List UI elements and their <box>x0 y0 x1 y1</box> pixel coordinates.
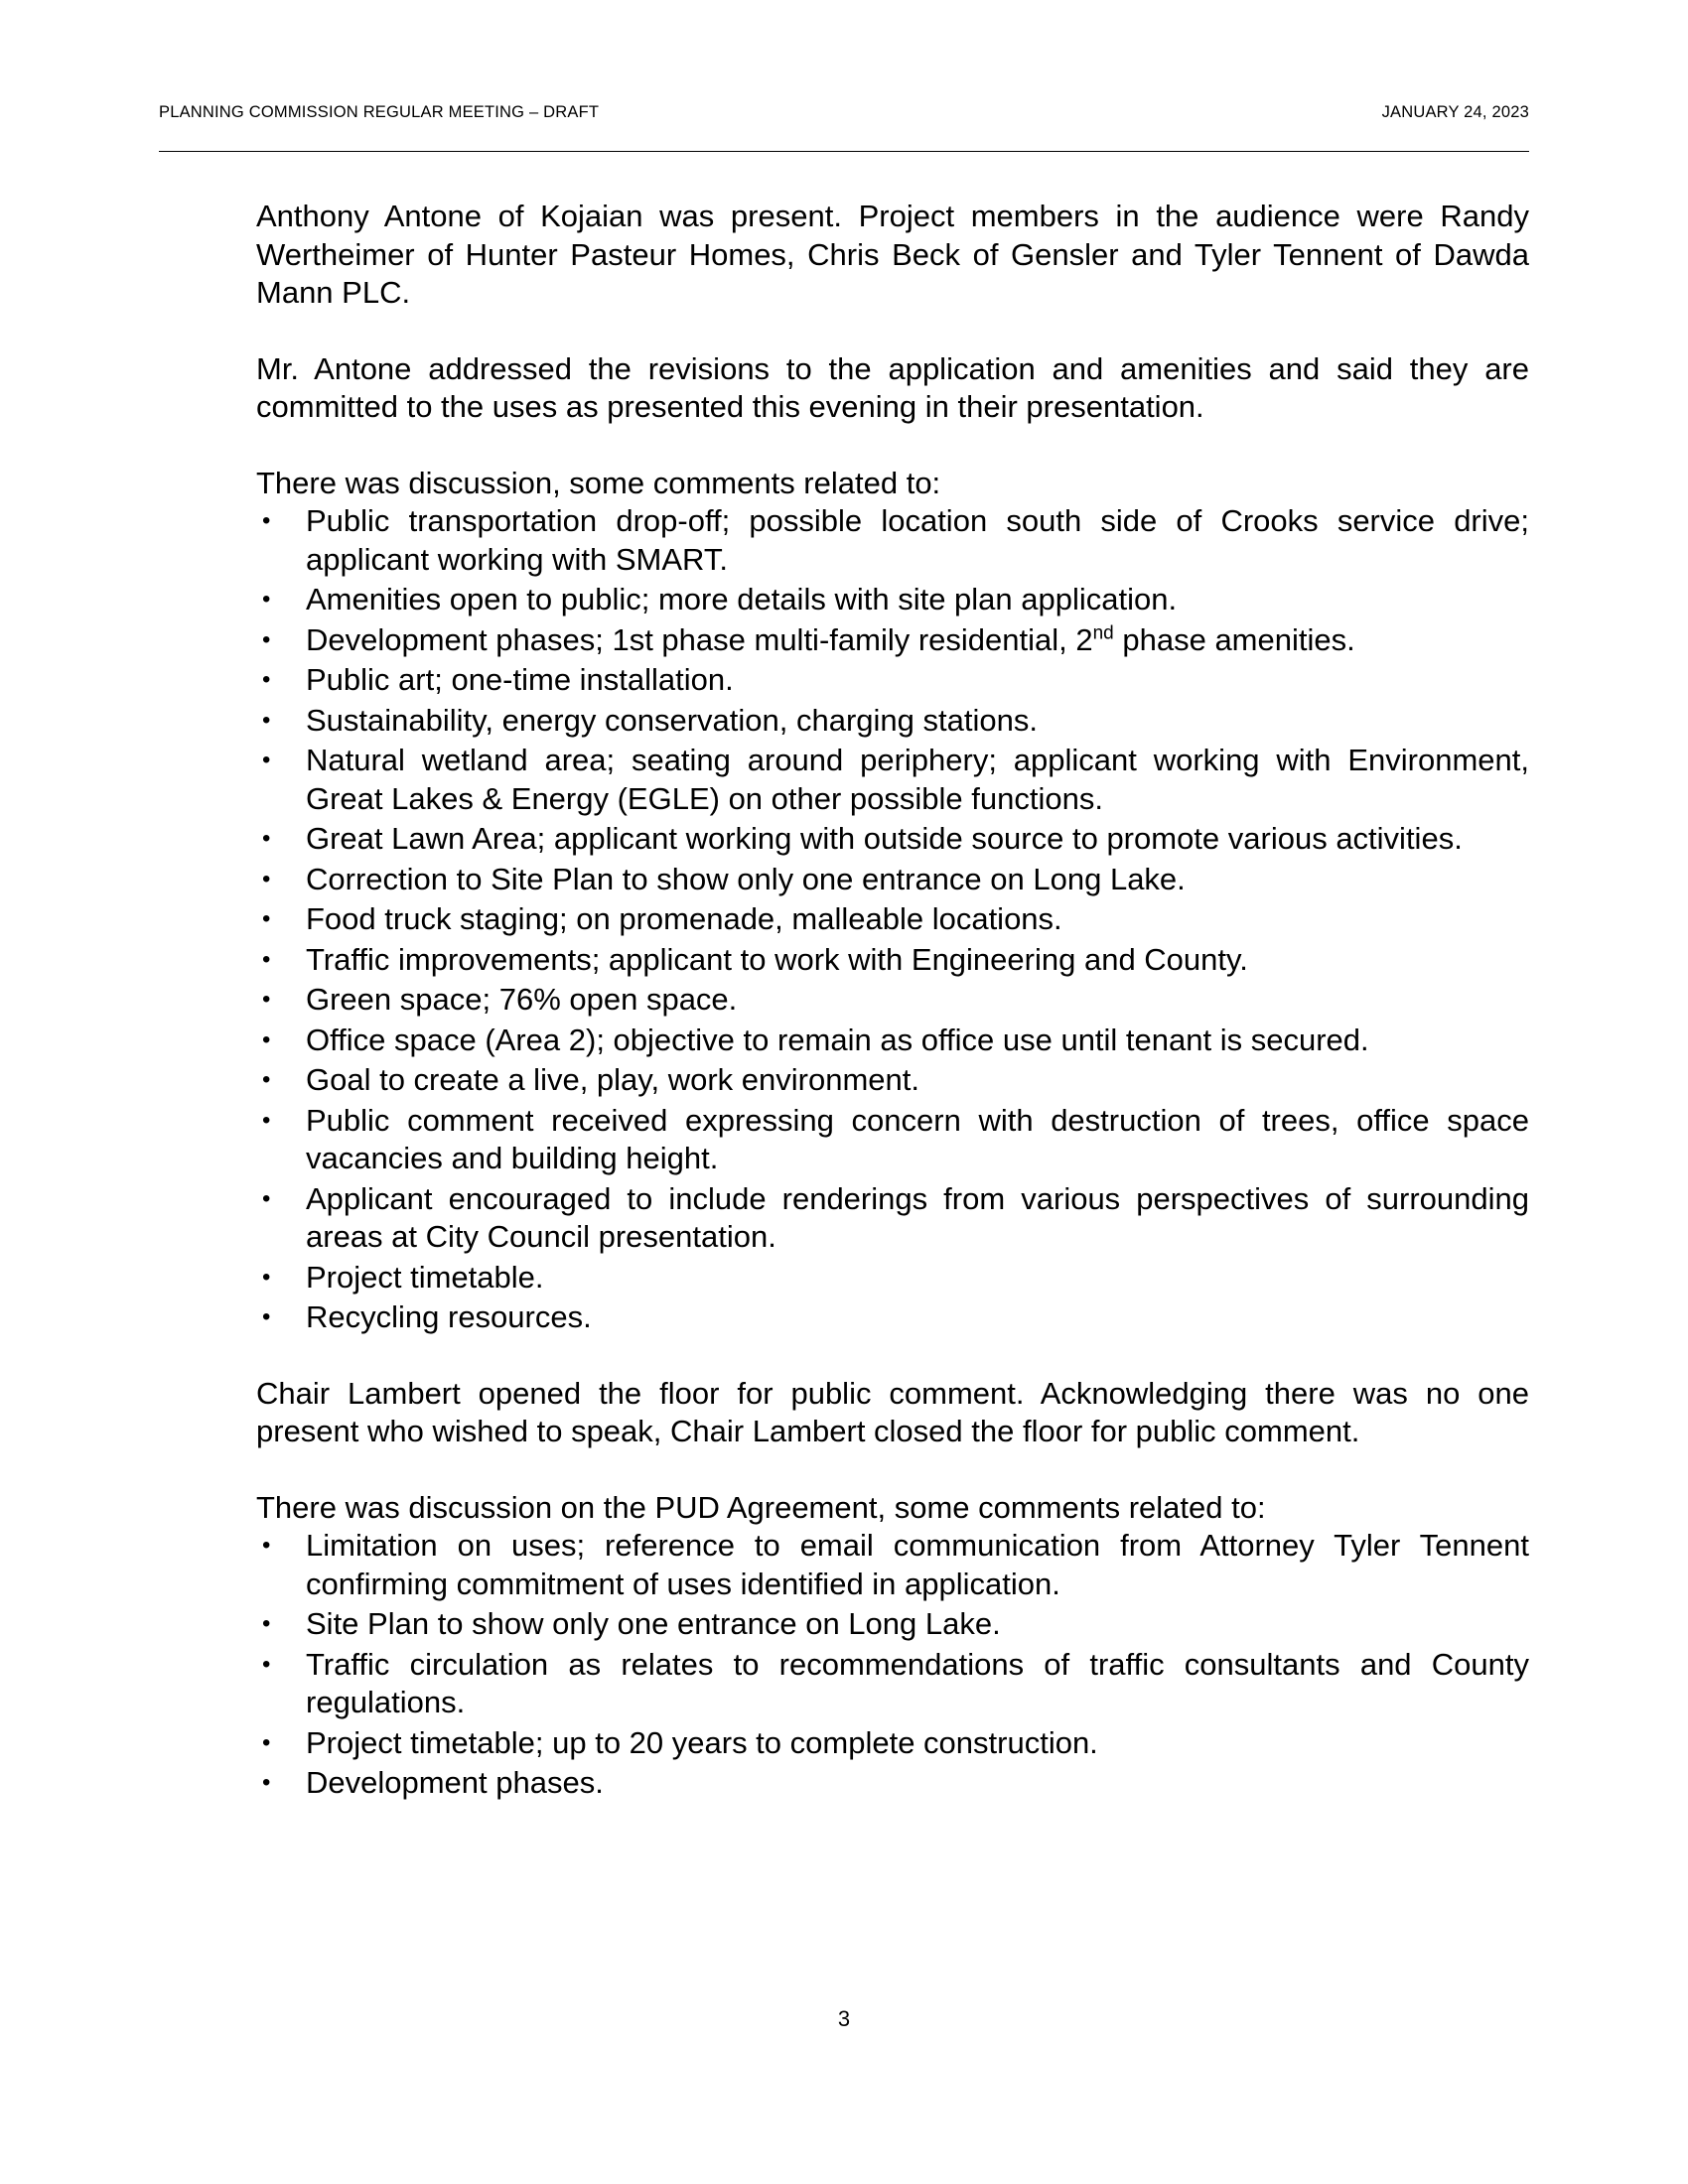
list-item-text: Goal to create a live, play, work environment. <box>306 1062 919 1097</box>
pud-discussion-intro: There was discussion on the PUD Agreement, some comments related to: <box>256 1489 1266 1525</box>
list-item <box>256 1180 1529 1257</box>
bullet-icon: • <box>262 1610 271 1637</box>
paragraph-revisions: Mr. Antone addressed the revisions to the application and amenities and said they are committed to the uses as presented this evening in their presentation. <box>256 350 1529 424</box>
list-item <box>256 621 1529 660</box>
list-item-text: Applicant encouraged to include renderings from various perspectives of surrounding areas at City Council presentation. <box>306 1180 1529 1254</box>
page-header <box>159 99 1529 152</box>
list-item <box>256 981 1529 1020</box>
bullet-icon: • <box>262 1728 271 1756</box>
bullet-icon: • <box>262 586 271 613</box>
list-item <box>256 1527 1529 1603</box>
list-item-text: Traffic improvements; applicant to work with Engineering and County. <box>306 941 1248 977</box>
list-item-text: Green space; 76% open space. <box>306 982 738 1017</box>
discussion-intro: There was discussion, some comments related to: <box>256 465 941 500</box>
list-item-text: Sustainability, energy conservation, charging stations. <box>306 702 1038 738</box>
list-item <box>256 820 1529 859</box>
bullet-icon: • <box>262 825 271 852</box>
list-item-text: Public comment received expressing concern with destruction of trees, office space vacancies and building height. <box>306 1102 1529 1175</box>
list-item-text: phase amenities. <box>1113 621 1355 657</box>
list-item-text: Natural wetland area; seating around periphery; applicant working with Environment, Great Lakes & Energy (EGLE) on other possible functions. <box>306 743 1529 816</box>
bullet-icon: • <box>262 945 271 973</box>
list-item <box>256 1102 1529 1178</box>
bullet-icon: • <box>262 507 271 534</box>
list-item <box>256 1605 1529 1644</box>
list-item <box>256 1259 1529 1297</box>
discussion-bullet-list <box>256 502 1529 1337</box>
list-item-text: Project timetable; up to 20 years to complete construction. <box>306 1724 1098 1760</box>
list-item-text: Office space (Area 2); objective to remain as office use until tenant is secured. <box>306 1022 1369 1057</box>
list-item <box>256 861 1529 899</box>
list-item <box>256 1022 1529 1060</box>
bullet-icon: • <box>262 625 271 653</box>
bullet-icon: • <box>262 1650 271 1678</box>
bullet-icon: • <box>262 1303 271 1330</box>
list-item <box>256 581 1529 619</box>
bullet-icon: • <box>262 706 271 734</box>
list-item-text: Public art; one-time installation. <box>306 662 734 697</box>
bullet-icon: • <box>262 1532 271 1559</box>
bullet-icon: • <box>262 986 271 1013</box>
list-item-text: Limitation on uses; reference to email communication from Attorney Tyler Tennent confirming commitment of uses identified in application. <box>306 1528 1529 1601</box>
pud-discussion-bullet-list <box>256 1527 1529 1803</box>
list-item <box>256 941 1529 980</box>
list-item-text: Food truck staging; on promenade, malleable locations. <box>306 901 1062 936</box>
bullet-icon: • <box>262 905 271 932</box>
list-item <box>256 742 1529 818</box>
bullet-icon: • <box>262 1769 271 1796</box>
list-item-text: Recycling resources. <box>306 1299 592 1334</box>
bullet-icon: • <box>262 1025 271 1053</box>
list-item <box>256 1061 1529 1100</box>
list-item-text: Development phases; 1st phase multi-family residential, 2 <box>306 621 1093 657</box>
list-item-text: Project timetable. <box>306 1259 544 1295</box>
list-item <box>256 661 1529 700</box>
header-meeting-title: PLANNING COMMISSION REGULAR MEETING – DRAFT <box>159 103 600 121</box>
document-body <box>256 198 1529 1841</box>
list-item-text: Public transportation drop-off; possible location south side of Crooks service drive; applicant working with SMART. <box>306 503 1529 577</box>
list-item-text: Traffic circulation as relates to recommendations of traffic consultants and County regulations. <box>306 1646 1529 1719</box>
list-item <box>256 1646 1529 1722</box>
bullet-icon: • <box>262 865 271 892</box>
bullet-icon: • <box>262 1263 271 1291</box>
list-item <box>256 1764 1529 1803</box>
list-item-text: Great Lawn Area; applicant working with outside source to promote various activities. <box>306 821 1463 856</box>
list-item <box>256 1298 1529 1337</box>
bullet-icon: • <box>262 1184 271 1212</box>
bullet-icon: • <box>262 1066 271 1093</box>
list-item <box>256 702 1529 741</box>
ordinal-superscript: nd <box>1092 622 1114 644</box>
bullet-icon: • <box>262 1106 271 1134</box>
list-item <box>256 1724 1529 1763</box>
list-item-text: Development phases. <box>306 1765 604 1800</box>
paragraph-attendees: Anthony Antone of Kojaian was present. Project members in the audience were Randy Wertheimer of Hunter Pasteur Homes, Chris Beck of Gensler and Tyler Tennent of Dawda Mann PLC. <box>256 199 1529 310</box>
list-item-text: Correction to Site Plan to show only one entrance on Long Lake. <box>306 861 1186 896</box>
list-item-text: Site Plan to show only one entrance on Long Lake. <box>306 1606 1001 1641</box>
list-item-text: Amenities open to public; more details with site plan application. <box>306 582 1178 616</box>
paragraph-public-comment: Chair Lambert opened the floor for public comment. Acknowledging there was no one present who wished to speak, Chair Lambert closed the floor for public comment. <box>256 1375 1529 1448</box>
header-date: JANUARY 24, 2023 <box>1381 103 1529 121</box>
bullet-icon: • <box>262 666 271 693</box>
bullet-icon: • <box>262 747 271 773</box>
list-item <box>256 502 1529 579</box>
list-item <box>256 900 1529 939</box>
page-number: 3 <box>837 2006 851 2031</box>
